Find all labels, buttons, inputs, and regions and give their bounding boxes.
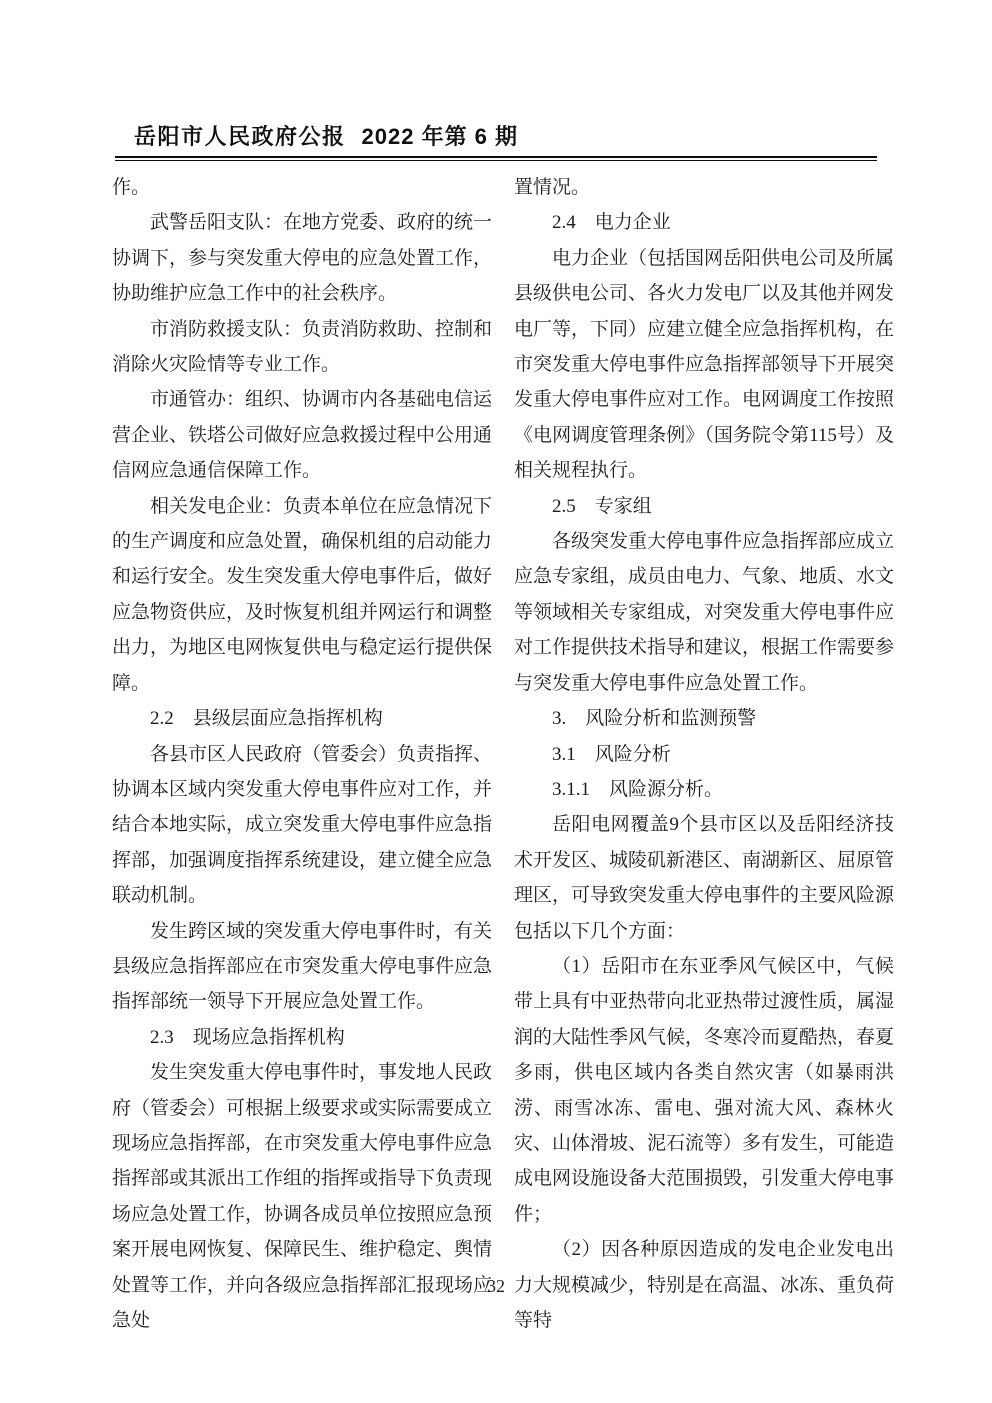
two-column-body [112,170,894,1338]
section-heading-2-5: 2.5 专家组 [552,495,652,517]
paragraph: （1）岳阳市在东亚季风气候区中，气候带上具有中亚热带向北亚热带过渡性质，属湿润的大陆性季风气候，冬寒冷而夏酷热，春夏多雨，供电区域内各类自然灾害（如暴雨洪涝、雨雪冰冻、雷电、强对流大风、森林火灾、山体滑坡、泥石流等）多有发生，可能造成电网设施设备大范围损毁，引发重大停电事件； [514,955,895,1225]
paragraph: 市消防救援支队：负责消防救助、控制和消除火灾险情等专业工作。 [112,318,493,376]
page-header [134,120,518,151]
issue-label: 2022 年第 6 期 [361,124,519,149]
section-heading-2-3: 2.3 现场应急指挥机构 [150,1026,345,1048]
header-rule [115,156,877,161]
paragraph: 各县市区人民政府（管委会）负责指挥、协调本区域内突发重大停电事件应对工作，并结合本地实际，成立突发重大停电事件应急指挥部，加强调度指挥系统建设，建立健全应急联动机制。 [112,743,493,907]
paragraph: 发生跨区域的突发重大停电事件时，有关县级应急指挥部应在市突发重大停电事件应急指挥部统一领导下开展应急处置工作。 [112,920,493,1013]
section-heading-3-1-1: 3.1.1 风险源分析。 [552,778,724,800]
section-heading-3-1: 3.1 风险分析 [552,743,671,765]
section-heading-3: 3. 风险分析和监测预警 [552,708,757,730]
paragraph: 电力企业（包括国网岳阳供电公司及所属县级供电公司、各火力发电厂以及其他并网发电厂等，下同）应建立健全应急指挥机构，在市突发重大停电事件应急指挥部领导下开展突发重大停电事件应对工作。电网调度工作按照《电网调度管理条例》（国务院令第115号）及相关规程执行。 [514,247,895,482]
publication-title: 岳阳市人民政府公报 [134,124,346,149]
right-column [514,170,894,1338]
paragraph: 各级突发重大停电事件应急指挥部应成立应急专家组，成员由电力、气象、地质、水文等领域相关专家组成，对突发重大停电事件应对工作提供技术指导和建议，根据工作需要参与突发重大停电事件应急处置工作。 [514,531,895,694]
left-column [112,170,492,1338]
paragraph-continuation: 作。 [112,177,151,198]
paragraph: 市通管办：组织、协调市内各基础电信运营企业、铁塔公司做好应急救援过程中公用通信网应急通信保障工作。 [112,389,493,482]
page-number: 32 [487,1276,505,1296]
section-heading-2-4: 2.4 电力企业 [552,212,671,234]
paragraph: 武警岳阳支队：在地方党委、政府的统一协调下，参与突发重大停电的应急处置工作，协助维护应急工作中的社会秩序。 [112,212,493,305]
paragraph: 发生突发重大停电事件时，事发地人民政府（管委会）可根据上级要求或实际需要成立现场应急指挥部，在市突发重大停电事件应急指挥部或其派出工作组的指挥或指导下负责现场应急处置工作，协调各成员单位按照应急预案开展电网恢复、保障民生、维护稳定、舆情处置等工作，并向各级应急指挥部汇报现场应急处 [112,1062,493,1331]
paragraph: （2）因各种原因造成的发电企业发电出力大规模减少，特别是在高温、冰冻、重负荷等特 [514,1239,895,1331]
paragraph-continuation: 置情况。 [514,177,591,198]
paragraph: 岳阳电网覆盖9个县市区以及岳阳经济技术开发区、城陵矶新港区、南湖新区、屈原管理区，可导致突发重大停电事件的主要风险源包括以下几个方面： [514,814,895,942]
paragraph: 相关发电企业：负责本单位在应急情况下的生产调度和应急处置，确保机组的启动能力和运行安全。发生突发重大停电事件后，做好应急物资供应，及时恢复机组并网运行和调整出力，为地区电网恢复供电与稳定运行提供保障。 [112,495,493,694]
section-heading-2-2: 2.2 县级层面应急指挥机构 [150,708,383,730]
